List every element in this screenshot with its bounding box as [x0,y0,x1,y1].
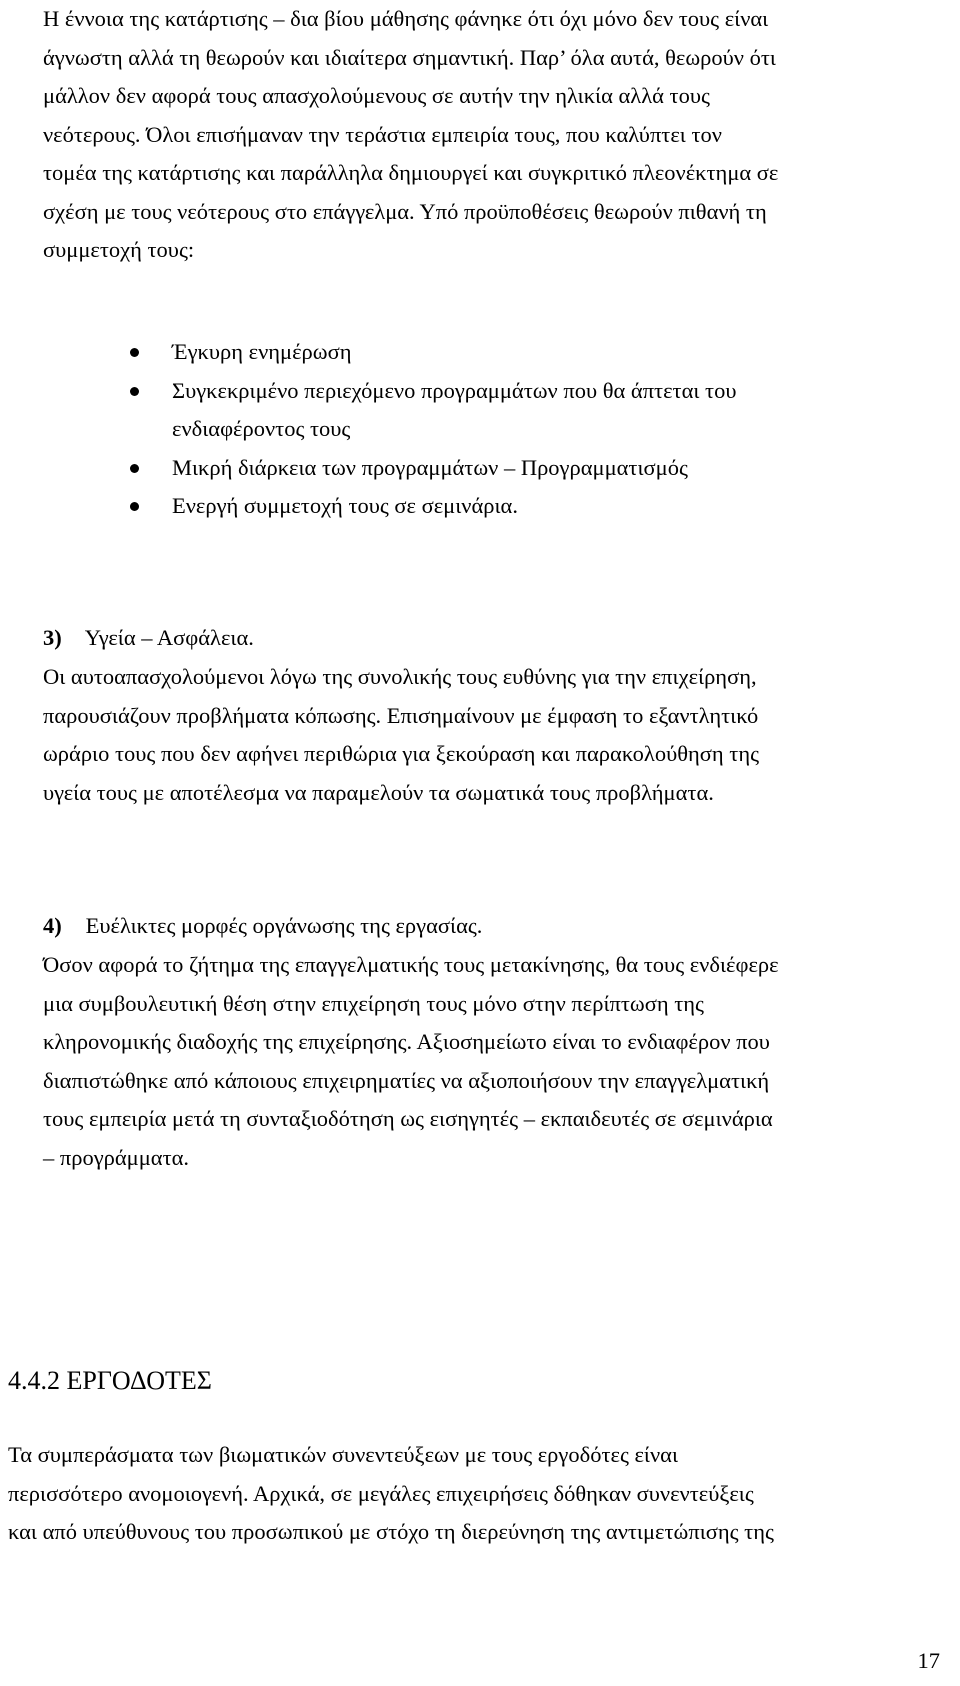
list-item [43,372,737,449]
text-line: μάλλον δεν αφορά τους απασχολούμενους σε αυτήν την ηλικία αλλά τους [43,83,710,108]
text-line: ωράριο τους που δεν αφήνει περιθώρια για ξεκούραση και παρακολούθηση της [43,741,759,766]
text-line: και από υπεύθυνους του προσωπικού με στόχο τη διερεύνηση της αντιμετώπισης της [8,1519,774,1544]
text-line: περισσότερο ανομοιογενή. Αρχικά, σε μεγάλες επιχειρήσεις δόθηκαν συνεντεύξεις [8,1480,754,1506]
section-number: 3) [43,625,62,650]
bullet-icon [130,464,139,473]
text-line: – προγράμματα. [43,1144,190,1170]
text-line: παρουσιάζουν προβλήματα κόπωσης. Επισημαίνουν με έμφαση το εξαντλητικό [43,702,759,728]
text-line: άγνωστη αλλά τη θεωρούν και ιδιαίτερα σημαντική. Παρ’ όλα αυτά, θεωρούν ότι [43,44,776,70]
text-line: διαπιστώθηκε από κάποιους επιχειρηματίες να αξιοποιήσουν την επαγγελματική [43,1067,770,1093]
text-line: Η έννοια της κατάρτισης – δια βίου μάθησης φάνηκε ότι όχι μόνο δεν τους είναι [43,6,769,31]
section-4-paragraph [43,946,779,1177]
text-line: τους εμπειρία μετά τη συνταξιοδότηση ως εισηγητές – εκπαιδευτές σε σεμινάρια [43,1106,773,1131]
text-line: υγεία τους με αποτέλεσμα να παραμελούν τα σωματικά τους προβλήματα. [43,779,714,805]
section-3-heading [43,619,254,658]
section-title: Ευέλικτες μορφές οργάνωσης της εργασίας. [85,913,483,938]
section-title: Υγεία – Ασφάλεια. [84,625,254,650]
text-line: Όσον αφορά το ζήτημα της επαγγελματικής τους μετακίνησης, θα τους ενδιέφερε [43,952,779,977]
text-line: τομέα της κατάρτισης και παράλληλα δημιουργεί και συγκριτικό πλεονέκτημα σε [43,160,779,185]
bullet-icon [130,348,139,357]
section-number: 4) [43,913,62,938]
section-3-paragraph [43,658,759,812]
page-number: 17 [917,1648,940,1673]
bullet-icon [130,387,139,396]
bullet-text: Ενεργή συμμετοχή τους σε σεμινάρια. [172,493,518,518]
text-line: συμμετοχή τους: [43,237,195,262]
text-line: κληρονομικής διαδοχής της επιχείρησης. Αξιοσημείωτο είναι το ενδιαφέρον που [43,1029,770,1054]
bullet-icon [130,502,139,511]
bullet-text: Μικρή διάρκεια των προγραμμάτων – Προγραμματισμός [172,454,688,480]
text-line: σχέση με τους νεότερους στο επάγγελμα. Υπό προϋποθέσεις θεωρούν πιθανή τη [43,198,767,224]
text-line: μια συμβουλευτική θέση στην επιχείρηση τους μόνο στην περίπτωση της [43,990,704,1016]
text-line: νεότερους. Όλοι επισήμαναν την τεράστια εμπειρία τους, που καλύπτει τον [43,121,722,147]
bullet-text: Συγκεκριμένο περιεχόμενο προγραμμάτων που θα άπτεται του [172,377,737,403]
bullet-text: Έγκυρη ενημέρωση [172,339,352,364]
text-line: Τα συμπεράσματα των βιωματικών συνεντεύξεων με τους εργοδότες είναι [8,1442,679,1467]
list-item [43,449,737,488]
list-item [43,333,737,372]
intro-paragraph [43,0,778,270]
section-4-heading [43,907,482,946]
employers-section-heading: 4.4.2 ΕΡΓΟΔΟΤΕΣ [8,1366,212,1395]
bullet-text: ενδιαφέροντος τους [172,416,351,441]
employers-paragraph [8,1436,774,1552]
text-line: Οι αυτοαπασχολούμενοι λόγω της συνολικής τους ευθύνης για την επιχείρηση, [43,664,757,689]
conditions-bullet-list [43,333,737,526]
list-item [43,487,737,526]
